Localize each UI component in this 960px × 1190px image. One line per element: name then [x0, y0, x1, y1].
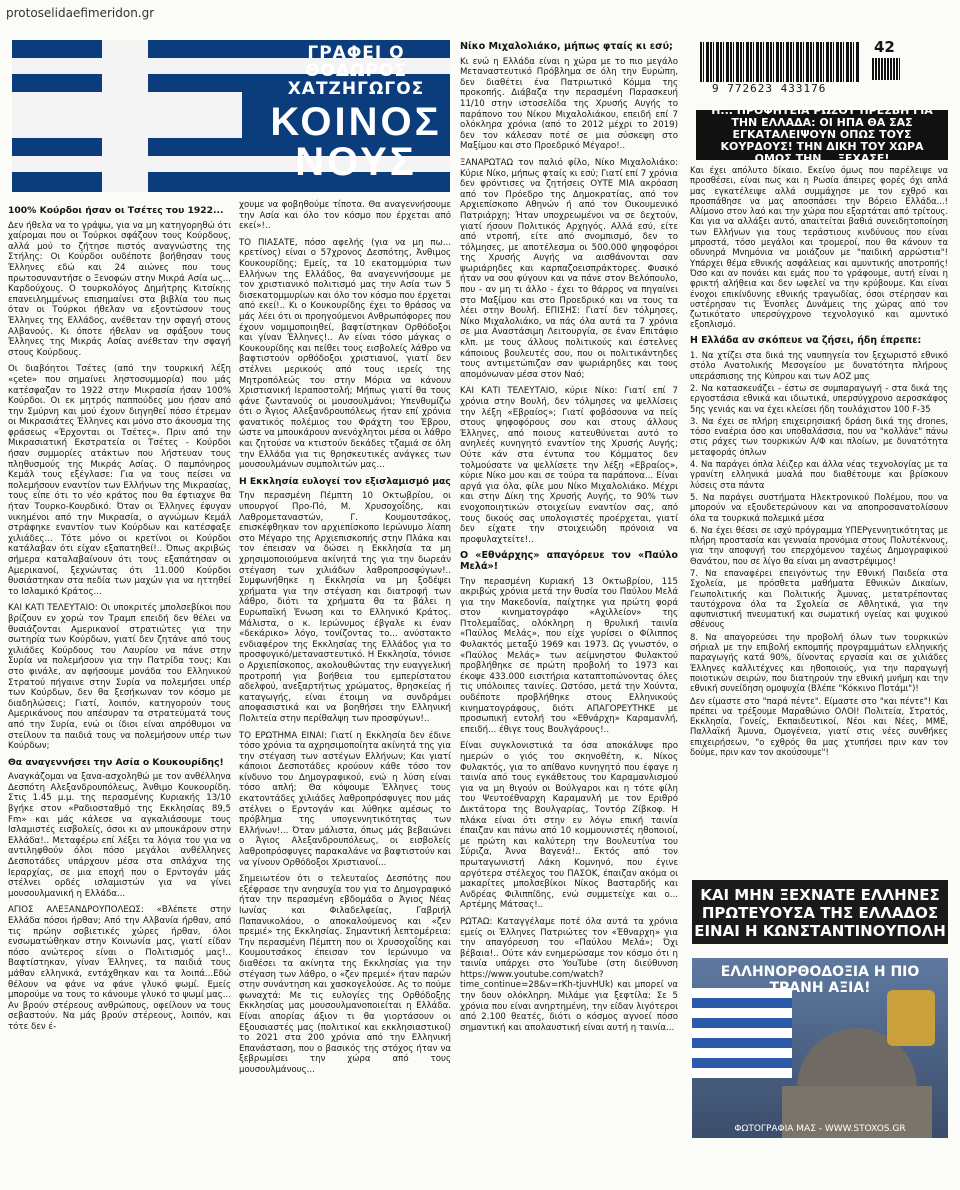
photo-footer: ΦΩΤΟΓΡΑΦΙΑ ΜΑΣ - WWW.STOXOS.GR: [734, 1124, 906, 1134]
list-item: 6. Να έχει θέσει σε ισχύ πρόγραμμα ΥΠΕΡγεννητικότητας με πλήρη προστασία και γενναία προνόμια στους Πολυτέκνους, για την αποφυγή του επερχόμενου ταχέως Δημογραφικού Θανάτου, που σε λίγο θα είναι μη αναστρέψιμος!: [690, 524, 948, 566]
headline-text: Η... ΠΡΟΦΗΤΕΙΑ ΡΩΣΟΥ ΠΡΕΣΒΗ ΓΙΑ ΤΗΝ ΕΛΛΑΔΑ: ΟΙ ΗΠΑ ΘΑ ΣΑΣ ΕΓΚΑΤΑΛΕΙΨΟΥΝ ΟΠΩΣ ΤΟΥΣ ΚΟΥΡΔΟΥΣ! ΤΗΝ ΔΙΚΗ ΤΟΥ ΧΩΡΑ ΟΜΩΣ ΤΗΝ... ΞΕΧΑΣΕ!: [711, 104, 933, 165]
article-column-c: [460, 40, 678, 1150]
greek-flag-image: [692, 988, 792, 1078]
column-masthead: [12, 40, 450, 192]
article-paragraph: Δεν ήθελα να το γράψω, για να μη κατηγορηθώ ότι χαίρομαι που οι Τούρκοι σφάζουν τους Κούρδους, αλλά μού το ζήτησε πιστός αναγνώστης της Στήλης: Οι Κούρδοι ουδέποτε βοήθησαν τους Έλληνες εδώ και 24 αιώνες που τους πρωτοσυναντήσε ο Ξενοφών στην Μικρά Ασία ως... Καρδούχους. Ο τουρκολόγος Δημήτρης Κιτσίκης επανειλημμένως επισημαίνει στα βιβλία του πως όταν οι Τούρκοι ήθελαν να εξοντώσουν τους Έλληνες της Ελλάδος, ανέθεταν την σφαγή στους Αλβανούς. Κι όποτε ήθελαν να σφάξουν τους Έλληνες της Μικράς Ασίας ανέθεταν την σφαγή στους Κούρδους.: [8, 220, 231, 358]
byzantine-eagle-icon: [887, 990, 935, 1046]
list-item: 4. Να παράγει όπλα λέιζερ και άλλα νέας τεχνολογίας με τα γρανίτη ελληνικά μυαλά που διαθέτουμε και βρίσκουν λύσεις στα πάντα: [690, 459, 948, 490]
article-paragraph: Την περασμένη Κυριακή 13 Οκτωβρίου, 115 ακριβώς χρόνια μετά την θυσία του Παύλου Μελά για την Μακεδονία, παίχτηκε για πρώτη φορά στον κινηματογράφο «Αχιλλείον» της Πτολεμαΐδας, ολόκληρη η θρυλική ταινία «Παύλος Μελάς», που είχε γυρίσει ο Φίλιππος Φυλακτός μεταξύ 1969 και 1973. Ως γνωστόν, ο «Παύλος Μελάς» των αείμνηστου Φυλακτού προβλήθηκε σε πρώτη προβολή το 1973 και έκοψε 433.000 εισιτήρια καταπτοπώνοντας όλες τις υπόλοιπες ταινίες. Ωστόσο, μετά την Χούντα, ουδέποτε προβλήθηκε στους Ελληνικούς κινηματογράφους, διότι ΑΠΑΓΟΡΕΥΤΗΚΕ με προσωπική εντολή του «Εθνάρχη» Καραμανλή, επειδή... έθιγε τους Βουλγάρους!..: [460, 576, 678, 735]
banner-line2: ΠΡΩΤΕΥΟΥΣΑ ΤΗΣ ΕΛΛΑΔΟΣ: [701, 904, 939, 922]
barcode-digits: 9 772623 433176: [712, 82, 827, 95]
banner-line1: ΚΑΙ ΜΗΝ ΞΕΧΝΑΤΕ ΕΛΛΗΝΕΣ: [700, 886, 940, 904]
article-paragraph: ΤΟ ΠΙΑΣΑΤΕ, πόσο αφελής (για να μη πω... κρετίνος) είναι ο 57χρονος Δεσπότης, Άνθιμος Κουκουρίδης; Εμείς, τα 10 εκατομμύρια των Ελλήνων της Ελλάδος, θα αναγεννήσουμε με τον χριστιανικό πολιτισμό μας την Ασία των 5 δισεκατομμυρίων και όλο τον κόσμο που έρχεται από εκεί!.. Κι ο Κουκουρίδης έχει το θράσος να μάς λέει ότι οι προηγούμενοι Ανθρωπόφορες που έχουν νομιμοποιηθεί, βαφτίστηκαν Ορθόδοξοι και γίναν Έλληνες!.. Αν είναι τόσο μάγκας ο Κουκουρίδης και πείθει τους εισβολείς λάθρο να βαφτιστούν ορθόδοξοι χριστιανοί, γιατί δεν στέλνει μερικούς από τους ιερείς της Μητροπόλεώς του στην Μόρια να κάνουν Χριστιανική Ιεραποστολή; Μήπως γιατί θα τους φάνε ζωντανούς οι μουσουλμάνοι; Υπενθυμίζω ότι ο Άγιος Αλεξανδρουπόλεως ήταν επί χρόνια φανατικός πολέμιος του Φράχτη του Έβρου, ώστε να μπουκάρουν ανενόχλητοι μέσα οι λάθρο και ζητούσε να κτιστούν δεκάδες τζαμιά σε όλη την Ελλάδα για τις θρησκευτικές ανάγκες των μουσουλμάνων συμπολιτών μας...: [239, 237, 451, 471]
article-paragraph: Κι ενώ η Ελλάδα είναι η χώρα με το πιο μεγάλο Μεταναστευτικό Πρόβλημα σε όλη την Ευρώπη, δεν διαθέτει ένα Πατριωτικό Κόμμα της προκοπής. Διάβαζα την περασμένη Παρασκευή 11/10 στην ιστοσελίδα της Χρυσής Αυγής το παράπονο του Νίκου Μιχαλολιάκου, επειδή επί 7 ολόκληρα χρόνια (από το 2012 μέχρι το 2019) δεν τον κάλεσαν ποτέ σε μια σύσκεψη στο Μαξίμου και στο Προεδρικό Μέγαρο!..: [460, 56, 678, 152]
article-paragraph: Την περασμένη Πέμπτη 10 Οκτωβρίου, οι υπουργοί Προ-Πό, Μ. Χρυσοχοΐδης, και Λαθρομεταναστών, Γ. Κουμουτσάκος, επισκέφθηκαν τον αρχιεπίσκοπο Ιερώνυμο λίαπη στο Μέγαρο της Αρχιεπισκοπής στην Πλάκα και τον έπεισαν να δώσει η Εκκλησία τα μη χρησιμοποιούμενα ακίνητά της για την δωρεάν στέγαση των χιλιάδων λαθροπροσφύγων!.. Συμφωνήθηκε η Εκκλησία να μη ξοδέψει χρήματα για την στέγαση και διατροφή των λάθρο, διότι τα χρήματα θα τα βάλει η Ευρωπαϊκή Ένωση και το Ελληνικό Κράτος. Μάλιστα, ο κ. Ιερώνυμος έβγαλε κι έναν «δεκάρικο» λόγο, τονίζοντας το... ανύστακτο ενδιαφέρον της Εκκλησίας της Ελλάδος για το προσφυγικό/μεταναστευτικό. Η Εκκλησία, τόνισε ο Αρχιεπίσκοπος, ακολουθώντας την ευαγγελική προτροπή για βοήθεια του εμπερίστατου αδελφού, ανεξαρτήτως χρώματος, θρησκείας ή καταγωγής, είναι έτοιμη να συνδράμει αποφασιστικά και να βοηθήσει την Ελληνική Πολιτεία στην περίθαλψη των προσφύγων!..: [239, 491, 451, 724]
banner-line3: ΕΙΝΑΙ Η ΚΩΝΣΤΑΝΤΙΝΟΥΠΟΛΗ: [694, 922, 946, 940]
article-paragraph: ΚΑΙ ΚΑΤΙ ΤΕΛΕΥΤΑΙΟ, κύριε Νίκο: Γιατί επί 7 χρόνια στην Βουλή, δεν τόλμησες να ψελλίσεις την λέξη «Εβραίος»; Γιατί φοβόσουνα να πείς στους ψηφοφόρους σου και στους άλλους Έλληνες, από ποιους κατευθύνεται αυτό το ανηλεές κυνηγητό εναντίον της Χρυσής Αυγής; Ούτε κάν στα έντυπα του Κόμματος δεν τολμούσατε να ψελλίσετε την λέξη «Εβραίος», κύριε Νίκο μου και σε τούρα τα παράπονα... Είναι αργά για όλα, φίλε μου Νίκο Μιχαλολιάκο. Μέχρι και στην Δίκη της Χρυσής Αυγής, το 90% των ενοχοποιητικών στοιχείων εναντίον σας, από τους δικούς σας υπολογιστές προέρχεται, γιατί δεν είχατε την στοιχειώδη πρόνοια να προφυλαχτείτε!..: [460, 386, 678, 545]
logo-line2: ΝΟΥΣ: [295, 140, 417, 184]
article-paragraph: Σημειωτέον ότι ο τελευταίος Δεσπότης που εξέφρασε την ανησυχία του για το Δημογραφικό ήταν την περασμένη εβδομάδα ο Άγιος Νέας Ιωνίας και Φιλαδελφείας, Γαβριήλ Παπανικολάου, ο αποκαλούμενος και «ζεν πρεμιέ» της Εκκλησίας. Σημαντική λεπτομέρεια: Την περασμένη Πέμπτη που οι Χρυσοχοΐδης και Κουμουτσάκος έπεισαν τον Ιερώνυμο να διαθέσει τα ακίνητα της Εκκλησίας για την στέγαση των λάθρο, ο «ζεν πρεμιέ» ήταν παρών στην συνάντηση και χασκογελούσε. Ας το πούμε φωναχτά: Με τις ευλογίες της Ορθόδοξης Εκκλησίας μας μουσουλμανοποιείται η Ελλάδα. Είναι απορίας άξιον τι θα γιορτάσουν οι Εξουσιαστές μας (πολιτικοί και εκκλησιαστικοί) το 2021 στα 200 χρόνια από την Ελληνική Επανάσταση, που ο βασικός της στόχος ήταν να ξεβρωμίσει την χώρα από τους μουσουλμάνους...: [239, 874, 451, 1075]
article-paragraph: Δεν είμαστε στο "παρά πέντε". Είμαστε στο "και πέντε"! Και πρέπει να τρέξουμε Μαραθώνιο ΟΛΟΙ! Πολιτεία, Στρατός, Εκκλησία, Γονείς, Εκπαιδευτικοί, Νέοι και Νέες, ΜΜΕ, Παλλαϊκή Άμυνα, Ομογένεια, γιατί στις νέες συνθήκες επιχειρήσεων, "ο εχθρός θα μας χτυπήσει πριν καν τον δούμε, πριν καν τον ακούσουμε"!: [690, 695, 948, 758]
barcode-addon: [872, 58, 900, 80]
article-subheading: Ο «Εθνάρχης» απαγόρευε τον «Παύλο Μελά»!: [460, 550, 678, 572]
list-item: 5. Να παράγει συστήματα Ηλεκτρονικού Πολέμου, που να μπορούν να εξουδετερώνουν και να αποπροσανατολίσουν όλα τα τουρκικά πολεμικά μέσα: [690, 491, 948, 523]
author-credit-line2: ΧΑΤΖΗΓΩΓΟΣ: [287, 79, 425, 99]
article-paragraph: ΡΩΤΑΩ: Καταγγέλαμε ποτέ όλα αυτά τα χρόνια εμείς οι Έλληνες Πατριώτες τον «Έθναρχη» για την απαγόρευση του «Παύλου Μελά»; Όχι βέβαια!.. Ούτε κάν ενημερώσαμε τον κόσμο ότι η ταινία υπάρχει στο YouTube (στη διεύθυνση https://www.youtube.com/watch?time_continue=28&v=rKh-tjuvHUk) και μπορεί να την δουν ολόκληρη. Μιλάμε για ξεφτίλα: Σε 5 χρόνια που είναι ανηρτημένη, την είδαν λιγότεροι από 2.100 θεατές, διότι ο κόσμος αγνοεί πόσο σημαντική και απολαυστική είναι αυτή η ταινία...: [460, 916, 678, 1033]
barcode: [700, 42, 860, 82]
article-subheading: Νίκο Μιχαλολιάκο, μήπως φταίς κι εσύ;: [460, 41, 673, 52]
page-number: 42: [874, 38, 895, 56]
article-paragraph: ΑΓΙΟΣ ΑΛΕΞΑΝΔΡΟΥΠΟΛΕΩΣ: «Βλέπετε στην Ελλάδα πόσοι ήρθαν; Από την Αλβανία ήρθαν, από τις πρώην σοβιετικές χώρες ήρθαν, όλοι ενσωματώθηκαν στην Κοινωνία μας, γιατί είδαν πόσο ανώτερος είναι ο Πολιτισμός μας!.. Βαφτίστηκαν, γίναν Έλληνες, τα παιδιά τους μάθαν ελληνικά, εντάχθηκαν και τα λοιπά...Εδώ θέλουν να φάνε να φάνε γλυκό ψωμί. Εμείς μπορούμε να τους το κάνουμε γλυκό το ψωμί μας... Αν βρούν στέρεους ανθρώπους, οφείλουν να τους σεβαστούν. Να μάς βρούν στέρεους, λοιπόν, και τότε δεν έ-: [8, 905, 231, 1032]
article-paragraph: Και έχει απόλυτο δίκαιο. Εκείνο όμως που παρέλειψε να προσθέσει, είναι πως και η Ρωσία άπειρες φορές όχι απλά μας εγκατέλειψε αλλά συμμάχησε με τον εχθρό και προσπάθησε να μας αποσπάσει την Βόρειο Ελλάδα...! Αλίμονο στον λαό και την χώρα που εξαρτάται από τρίτους. Και για να αλλάξει αυτό, απαιτείται βαθιά συνειδητοποίηση των Ελλήνων για τους τεράστιους κινδύνους που είναι μπροστά, τόσο μεγάλοι και τρομεροί, που θα κάνουν τα οδυνηρά Μνημόνια να μοιάζουν με "παιδική αρρώστια"! Υπάρχει θέμα εθνικής ασφάλειας και αμυντικής αποτροπής! Όσο και αν πονάει και εμάς που το γράφουμε, αυτή είναι η φρικτή αλήθεια και δεν ωφελεί να την κρύβουμε. Και είναι ένοχοι επικίνδυνης εθνικής τραγωδίας, όσοι στέρησαν και υστέρησαν τις Ένοπλες Δυνάμεις της χώρας από τον ζωτικότατο υπερσύγχρονο τεχνολογικό και αμυντικό εξοπλισμό.: [690, 165, 948, 330]
author-credit-line1: ΓΡΑΦΕΙ Ο ΘΟΔΩΡΟΣ: [304, 43, 408, 81]
hagia-sophia-photo: [692, 958, 948, 1138]
photo-title: ΕΛΛΗΝΟΡΘΟΔΟΞΙΑ Η ΠΙΟ ΤΡΑΝΗ ΑΞΙΑ!: [720, 964, 920, 996]
column-logo: [262, 102, 450, 182]
flag-cross-horizontal: [12, 92, 242, 138]
article-column-a: [8, 200, 231, 1090]
article-paragraph: ΤΟ ΕΡΩΤΗΜΑ ΕΙΝΑΙ: Γιατί η Εκκλησία δεν έδινε τόσο χρόνια τα αχρησιμοποίητα ακίνητά της για την στέγαση των αστέγων Ελλήνων; Και γιατί κάποιοι Δεσποτάδες κρούουν κάθε τόσο τον κίνδυνο του Δημογραφικού, ενώ η λύση είναι τόσο απλή; Θα κόψουμε Έλληνες τους εκατοντάδες χιλιάδες λαθροπρόσφυγες που μάς στέλνει ο Ερντογάν και λύθηκε αμέσως το πρόβλημα της υπογεννητικότητας των Ελλήνων!... Όταν μάλιστα, όπως μάς βεβαιώνει ο Άγιος Αλεξανδρουπόλεως, οι εισβολείς λαθροπρόσφυγες παρακαλάνε να βαφτιστούν και να γίνουν Ορθόδοξοι Χριστιανοί...: [239, 730, 451, 868]
article-paragraph: ΚΑΙ ΚΑΤΙ ΤΕΛΕΥΤΑΙΟ: Οι υποκριτές μπολσεβίκοι που βρίζουν εν χορώ τον Τραμπ επειδή δεν θέλει να θυσιάζονται Αμερικανοί στρατιώτες για την σωτηρία των Κούρδων, γιατί δεν ζητάνε από τους χιλιάδες Κούρδους του Λαυρίου να πάνε στην Συρία να πολεμήσουν για την Πατρίδα τους; Και στο φινάλε, αν αφήσουμε μονάδα του Ελληνικού Στρατού πήγαινε στην Συρία να πολεμήσει υπέρ των Κούρδων, δεν θα ξεσήκωναν τον κόσμο με διαδηλώσεις; Γιατί, λοιπόν, κατηγορούν τους Αμερικάνους που απέσυραν τα στρατεύματά τους από την Συρία, ενώ οι ίδιοι είναι απρόθυμοι να στείλουν τα παιδιά τους να πολεμήσουν υπέρ των Κούρδων;: [8, 603, 231, 752]
article-paragraph: χουμε να φοβηθούμε τίποτα. Θα αναγεννήσουμε την Ασία και όλο τον κόσμο που έρχεται από εκεί»!..: [239, 200, 451, 232]
article-column-b: [239, 200, 451, 1075]
article-subheading: Η Εκκλησία ευλογεί τον εξισλαμισμό μας: [239, 475, 451, 487]
article-paragraph: Αναγκάζομαι να ξανα-ασχοληθώ με τον ανθέλληνα Δεσπότη Αλεξανδρουπόλεως, Άνθιμο Κουκουρίδη. Στις 1.45 μ.μ. της περασμένης Κυριακής 13/10 βγήκε στον «Ραδιοσταθμό της Εκκλησίας 89,5 Fm» και μάς κάλεσε να αγκαλιάσουμε τους Ισλαμιστές εισβολείς, όσοι κι αν μπουκάρουν στην Ελλάδα!.. Μεταφέρω επί λέξει τα λόγια του για να αντιληφθούν όλοι πόσο μεγάλοι ανθέλληνες Δεσποτάδες υπάρχουν μέσα στα σπλάχνα της Ιεραρχίας, σε μια εποχή που ο Ερντογάν μάς στέλνει ορδές ισλαμιστών για να γίνει μουσουλμανική η Ελλάδα...: [8, 772, 231, 899]
logo-line1: ΚΟΙΝΟΣ: [270, 100, 442, 144]
site-url: protoselidaefimeridon.gr: [6, 6, 155, 20]
article-paragraph: Οι διαβόητοι Τσέτες (από την τουρκική λέξη «çete» που σημαίνει ληστοσυμμορία) που μάς κατέσφαζαν το 1922 στην Μικρασία ήσαν 100% Κούρδοι. Οι εκ μητρός παππούδες μου ήσαν από την Σμύρνη και μού έχουν διηγηθεί πόσο έτρεμαν οι Μικρασιάτες Έλληνες και μόνο στο άκουσμα της φράσεως «Έρχονται οι Τσέτες». Πριν από την Μικρασιατική Εκστρατεία οι Τσέτες - Κούρδοι ήσαν συμμορίες ατάκτων που λήστευαν τους πληθυσμούς της Μικράς Ασίας. Ο παμπόνηρος Κεμάλ τους εξέγλασε: Για να τους πείσει να πολεμήσουν εναντίον των Ελλήνων της Μικρασίας, τους είπε ότι το νέο κράτος που θα έφτιαχνε θα ήταν Τουρκο-Κουρδικό. Όταν οι Έλληνες έφυγαν νικημένοι από την Μικρασία, ο αγνώμων Κεμάλ στράφηκε εναντίον των Κούρδων και κατέσφαξε χιλιάδες... Τότε μόνο οι κρετίνοι οι Κούρδοι κατάλαβαν ότι είχαν εξαπατηθεί!.. Όπως ακριβώς σήμερα καταλαβαίνουν ότι τους εξαπάτησαν οι Αμερικανοί, ξεχνώντας ότι 11.000 Κούρδοι θυσιάστηκαν στα πεδία των μαχών για να ηττηθεί το Ισλαμικό Κράτος...: [8, 364, 231, 597]
headline-box: [696, 104, 948, 165]
list-item: 7. Να επαναφέρει επειγόντως την Εθνική Παιδεία στα Σχολεία, με πρόσθετα μαθήματα Εθνικών Δικαίων, Γεωπολιτικής και Πολιτικής Άμυνας, μετατρέποντας ταυτόχρονα όλα τα Σχολεία σε Αθλητικά, για την αφυπνιστική πνευματική και σωματική υγείας και ψυχικού σθένους: [690, 567, 948, 630]
constantinople-banner: [692, 880, 948, 944]
article-paragraph: ΞΑΝΑΡΩΤΑΩ τον παλιό φίλο, Νίκο Μιχαλολιάκο: Κύριε Νίκο, μήπως φταίς κι εσύ; Γιατί επί 7 χρόνια δεν φρόντισες να ζητήσεις ΟΥΤΕ ΜΙΑ ακρόαση από τον Πρόεδρο της Δημοκρατίας, από τον Αρχιεπίσκοπο Αθηνών ή από τον Οικουμενικό Πατριάρχη; Ήταν υποχρεωμένοι να σε δεχτούν, γιατί ήσουν Πολιτικός Αρχηγός. Αλλά εσύ, είτε από ντροπή, είτε από σνομπισμό, δεν το τόλμησες, με αποτέλεσμα οι 500.000 ψηφοφόροι της Χρυσής Αυγής να αισθάνονται σαν ψωριάρηδες και καρπαζοεισπράκτορες. Φυσικό ήταν να σου φύγουν και να πάνε στον Βελόπουλο, που - αν μη τι άλλο - έχει το θάρρος να πηγαίνει στο Μαξίμου και στο Προεδρικό και να τους τα λέει στην Βουλή. ΕΠΙΣΗΣ: Γιατί δεν τόλμησες, Νίκο Μιχαλολιάκο, να πάς όλα αυτά τα 7 χρόνια σε μια Αναστάσιμη Λειτουργία, σε έναν Επιτάφιο κλπ. με τους άλλους πολιτικούς και έστελνες κάποιους βουλευτές σου, που οι πολιτικάντηδες τους αντιμετώπιζαν σαν ψωριάρηδες και τους απομόνωναν μέσα στον Ναό;: [460, 157, 678, 380]
list-item: 2. Να κατασκευάζει - έστω σε συμπαραγωγή - στα δικά της εργοστάσια εθνικά και ιδιωτικά, υπερσύγχρονο αεροσκάφος 5ης γενιάς και να έχει κλείσει ήδη τουλάχιστον 100 F-35: [690, 382, 948, 414]
article-subheading: Η Ελλάδα αν σκόπευε να ζήσει, ήδη έπρεπε:: [690, 334, 922, 346]
author-credit: [262, 44, 450, 98]
numbered-list: [690, 350, 948, 694]
article-subheading: 100% Κούρδοι ήσαν οι Τσέτες του 1922...: [8, 205, 224, 216]
list-item: 1. Να χτίζει στα δικά της ναυπηγεία τον ξεχωριστό εθνικό στόλο Ανατολικής Μεσογείου με δυνατότητα πλήρους υπεράσπισης της Κύπρου και των ΑΟΖ μας: [690, 350, 948, 381]
list-item: 8. Να απαγορεύσει την προβολή όλων των τουρκικών σήριαλ με την επιβολή εκπομπής προγραμμάτων ελληνικής παραγωγής κατά 90%, δίνοντας εργασία και σε χιλιάδες Έλληνες καλλιτέχνες και ηθοποιούς, για την παραγωγή ποιοτικών σειρών, που διατηρούν την εθνική μνήμη και την εθνική συνείδηση ομοψυχία (Βλέπε "Κόκκινο Ποτάμι")!: [690, 631, 948, 694]
list-item: 3. Να έχει σε πλήρη επιχειρησιακή δράση δικά της drones, τόσο εναέρια όσο και υποθαλάσσια, που να "κολλάνε" πάνω στις ράχες των τουρκικών Α/Φ και πλοίων, με δυνατότητα μεταφοράς όπλων: [690, 415, 948, 457]
article-column-d: [690, 165, 948, 865]
article-paragraph: Είναι συγκλονιστικά τα όσα αποκάλυψε προ ημερών ο γιός του σκηνοθέτη, κ. Νίκος Φυλακτός, για το απίθανο κυνηγητό που έφαγε η ταινία από τους εγκάθετους του Καραμανλισμού για να μη θιγούν οι Βούλγαροι και η τότε φίλη του Ψευτοέθναρχη Καραμανλή με τον Εριθρό Δικτάτορα της Βουλγαρίας, Τοντόρ Ζίβκοφ. Η πλάκα είναι ότι στην εν λόγω επική ταινία έπαιζαν και πάνω από 10 κομμουνιστές ηθοποιοί, με πρώτη και καλύτερη την Βουλευτίνα του Σύριζα, Άννα Βαγενά!.. Εκτός από τον πρωταγωνιστή Λάκη Κομνηνό, που έγινε αργότερα στέλεχος του ΠΑΣΟΚ, έπαιζαν ακόμα οι μακαρίτες μπολσεβίκοι Νίκος Βασταρδής και Ανδρέας Φιλιππίδης, ενώ συμμετείχε και ο... Αρτέμης Μάτσας!..: [460, 741, 678, 911]
article-subheading: Θα αναγεννήσει την Ασία ο Κουκουρίδης!: [8, 756, 224, 768]
